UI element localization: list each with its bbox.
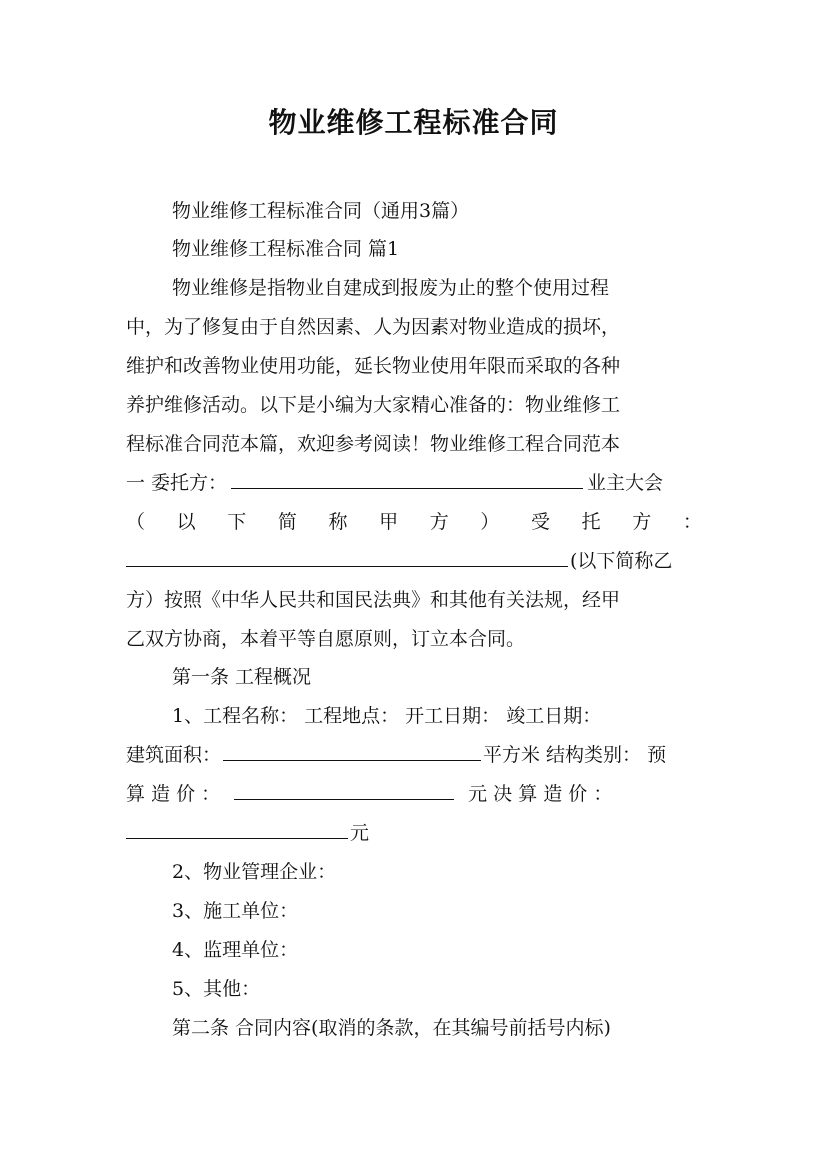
spaced-char: 下 <box>227 511 247 533</box>
chapter-heading: 物业维修工程标准合同 篇1 <box>172 238 400 260</box>
article-2-heading: 第二条 合同内容(取消的条款，在其编号前括号内标) <box>172 1017 611 1039</box>
spaced-char: 称 <box>328 511 348 533</box>
building-area-blank <box>223 740 481 761</box>
spaced-line <box>126 507 702 537</box>
spaced-char: 方 <box>429 511 449 533</box>
paragraph-line: 方）按照《中华人民共和国民法典》和其他有关法规，经甲 <box>126 589 621 611</box>
spaced-char: 以 <box>176 511 196 533</box>
document-title: 物业维修工程标准合同 <box>268 106 559 139</box>
spaced-char: （ <box>126 511 146 533</box>
entrusting-party-line <box>126 468 702 498</box>
document-subtitle: 物业维修工程标准合同（通用3篇） <box>172 200 470 222</box>
structure-type-label: 平方米 结构类别： 预 <box>483 744 667 766</box>
spaced-char: 托 <box>581 511 601 533</box>
spaced-char: 简 <box>277 511 297 533</box>
spaced-char: 方 <box>632 511 652 533</box>
final-price-blank <box>126 818 348 839</box>
entrusting-party-label: 一 委托方： <box>126 472 228 494</box>
final-price-label: 元 决 算 造 价 ： <box>468 783 613 805</box>
yuan-unit: 元 <box>350 822 370 844</box>
entrusting-party-blank <box>231 468 583 489</box>
building-area-label: 建筑面积： <box>126 744 222 766</box>
supervision-unit-line: 4、监理单位： <box>172 939 299 961</box>
spaced-char: ： <box>682 511 702 533</box>
other-line: 5、其他： <box>172 978 261 1000</box>
party-b-text: (以下简称乙 <box>570 550 673 572</box>
paragraph-line: 维护和改善物业使用功能，延长物业使用年限而采取的各种 <box>126 355 621 377</box>
final-price-line <box>126 818 702 848</box>
property-company-line: 2、物业管理企业： <box>172 861 337 883</box>
budget-price-line <box>126 779 702 809</box>
paragraph-line: 物业维修是指物业自建成到报废为止的整个使用过程 <box>172 277 610 299</box>
budget-price-blank <box>234 779 454 800</box>
entrusted-party-blank <box>126 546 568 567</box>
building-area-line <box>126 740 702 770</box>
owners-assembly-text: 业主大会 <box>587 472 664 494</box>
entrusted-party-line <box>126 546 702 576</box>
spaced-char: ） <box>480 511 500 533</box>
article-1-heading: 第一条 工程概况 <box>172 666 312 688</box>
project-info-line: 1、工程名称： 工程地点： 开工日期： 竣工日期： <box>172 705 602 727</box>
construction-unit-line: 3、施工单位： <box>172 900 299 922</box>
structure-type-text <box>483 740 702 770</box>
budget-price-label: 算 造 价 ： <box>126 783 221 805</box>
paragraph-line: 中，为了修复由于自然因素、人为因素对物业造成的损坏， <box>126 316 621 338</box>
spaced-char: 受 <box>531 511 551 533</box>
paragraph-line: 程标准合同范本篇，欢迎参考阅读！物业维修工程合同范本 <box>126 433 621 455</box>
paragraph-line: 乙双方协商，本着平等自愿原则，订立本合同。 <box>126 628 526 650</box>
paragraph-line: 养护维修活动。以下是小编为大家精心准备的：物业维修工 <box>126 394 621 416</box>
spaced-char: 甲 <box>379 511 399 533</box>
